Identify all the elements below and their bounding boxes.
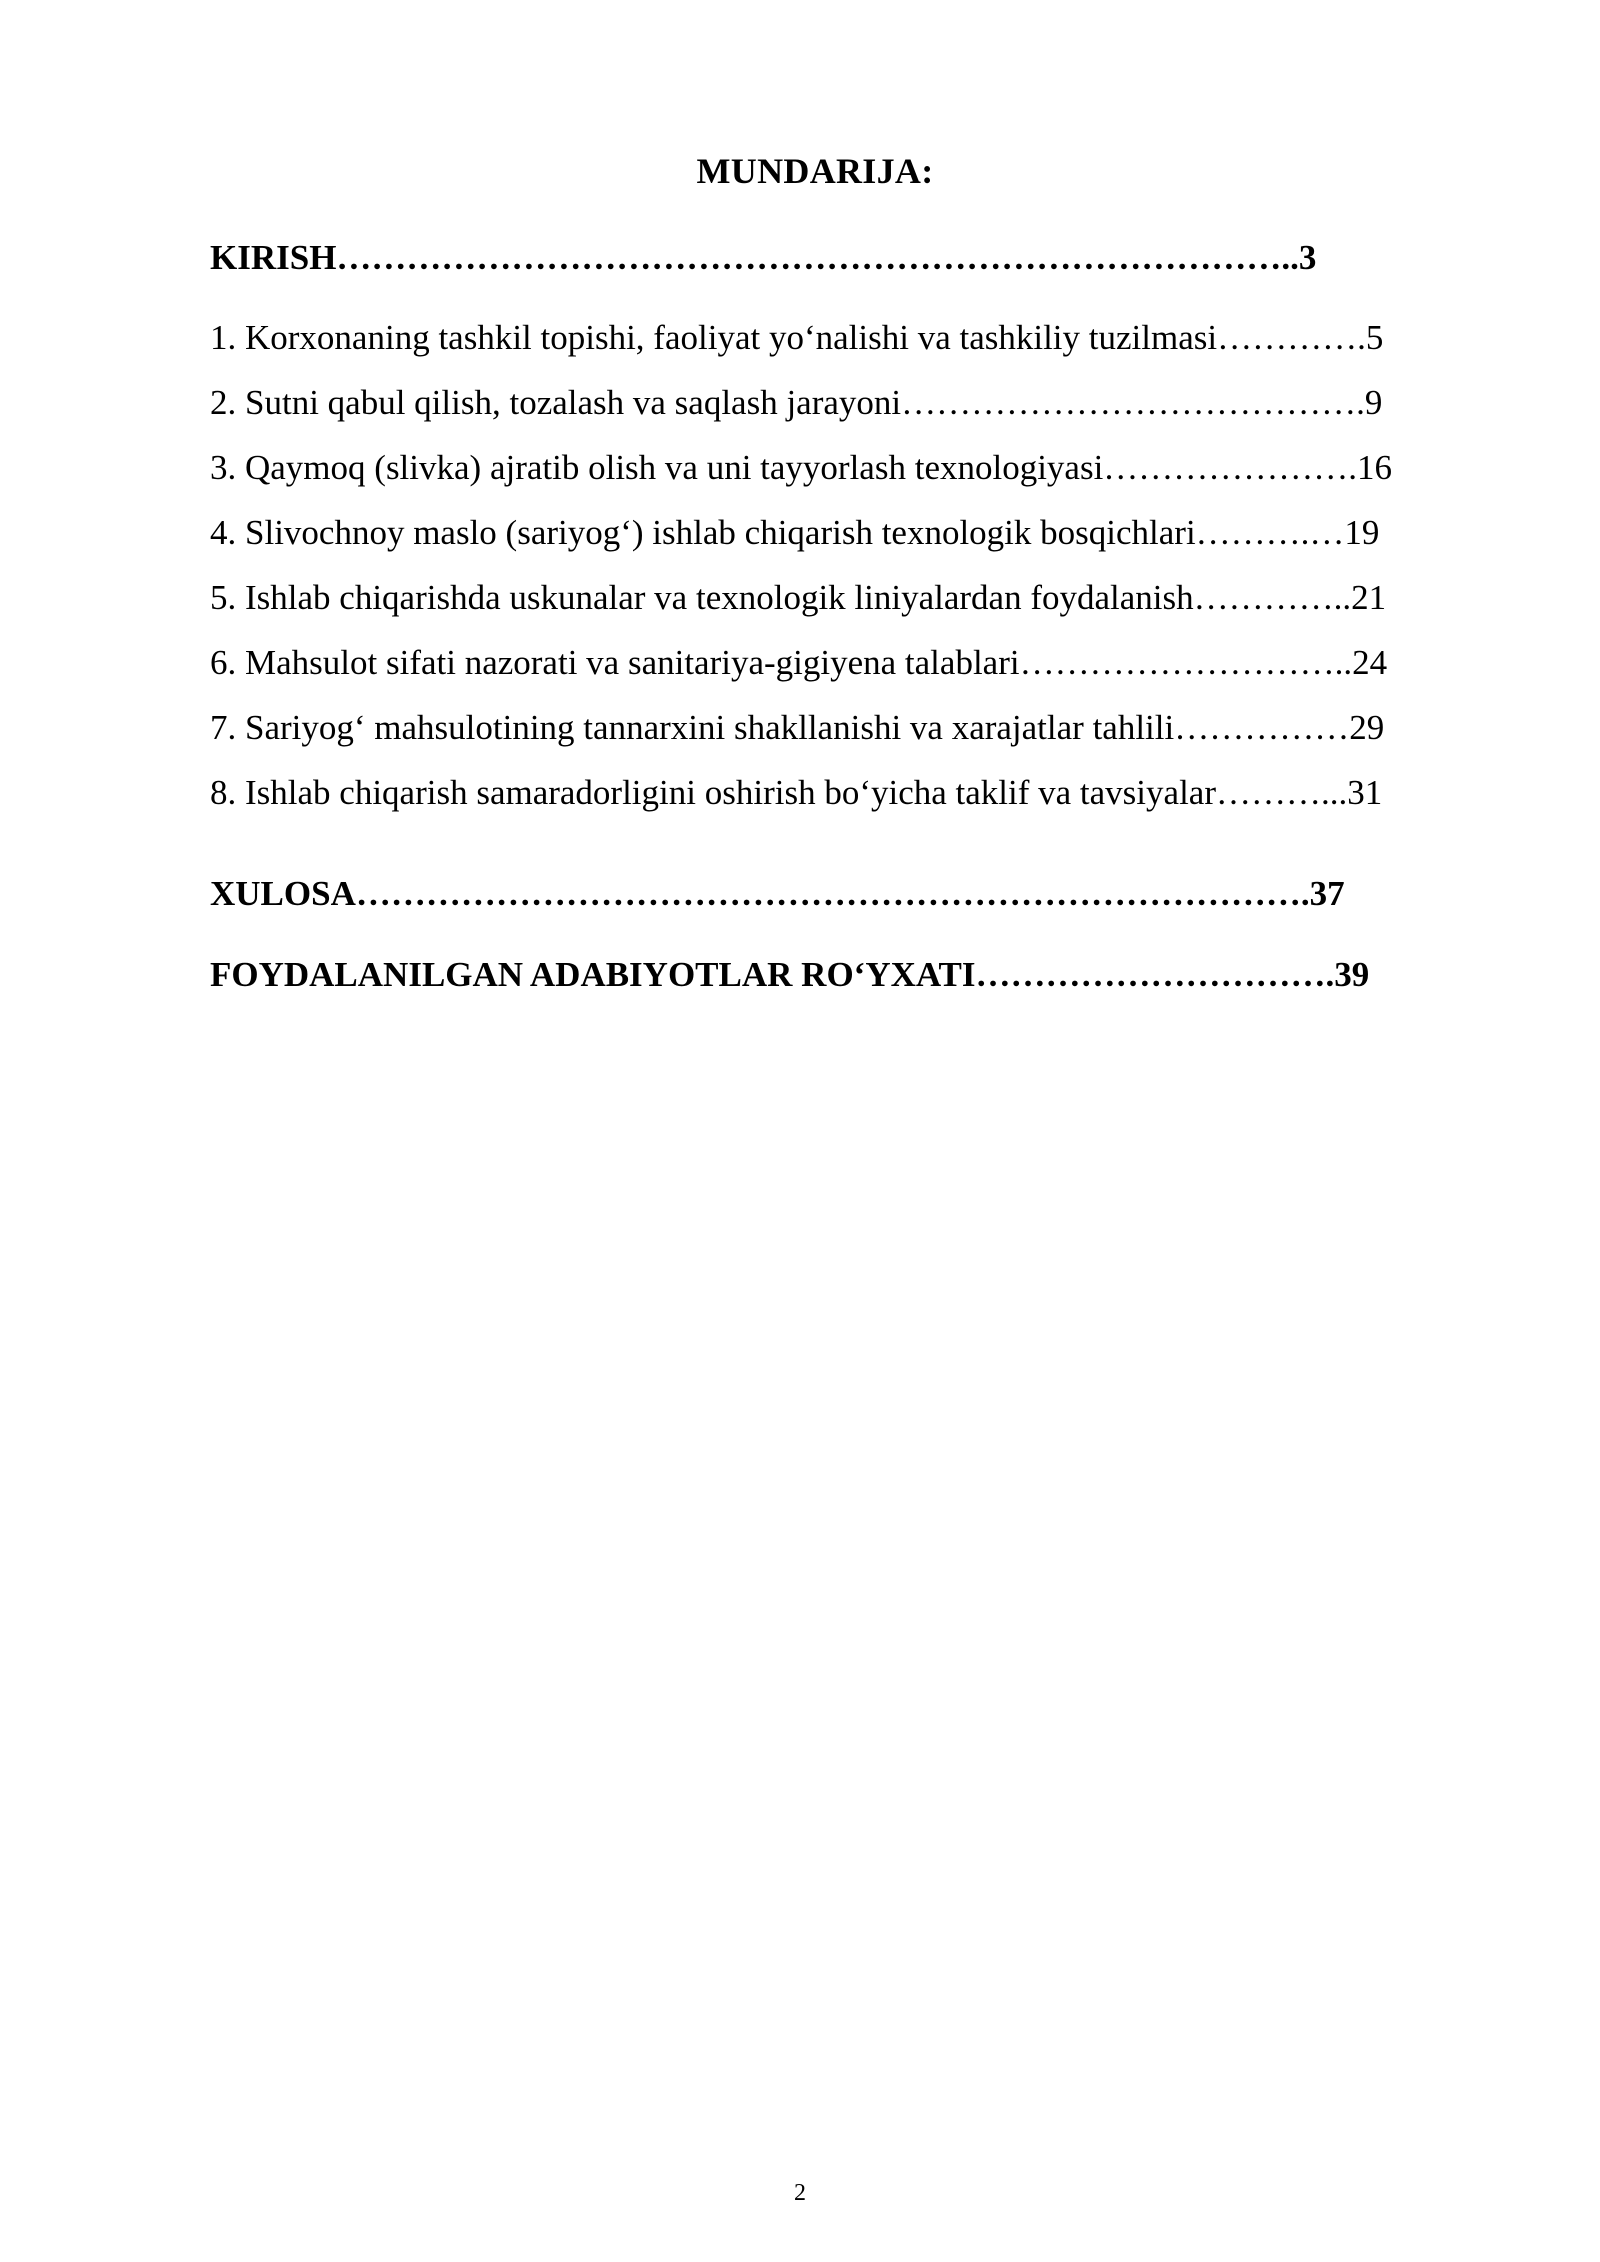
toc-heading: [0, 150, 1600, 192]
toc-entry-introduction: KIRISH………………………………………………………………………..3: [210, 238, 1317, 277]
toc-entry-chapter-3: 3. Qaymoq (slivka) ajratib olish va uni tayyorlash texnologiyasi………………….16: [210, 448, 1393, 487]
toc-entry-chapter-8: 8. Ishlab chiqarish samaradorligini oshirish bo‘yicha taklif va tavsiyalar………...31: [210, 773, 1383, 812]
toc-entry-chapter-2: 2. Sutni qabul qilish, tozalash va saqlash jarayoni………………………………….9: [210, 383, 1383, 422]
toc-entry-chapter-5: 5. Ishlab chiqarishda uskunalar va texnologik liniyalardan foydalanish…………..21: [210, 578, 1387, 617]
toc-entry-references: FOYDALANILGAN ADABIYOTLAR RO‘YXATI………………………….39: [210, 955, 1370, 994]
page-number: 2: [794, 2180, 806, 2206]
toc-entry-chapter-6: 6. Mahsulot sifati nazorati va sanitariya-gigiyena talablari………………………..24: [210, 643, 1388, 682]
toc-entry-conclusion: XULOSA……………………………………………………………………….37: [210, 874, 1345, 913]
toc-heading-text: MUNDARIJA:: [696, 151, 934, 191]
toc-entry-chapter-4: 4. Slivochnoy maslo (sariyog‘) ishlab chiqarish texnologik bosqichlari……….…19: [210, 513, 1380, 552]
toc-entry-chapter-1: 1. Korxonaning tashkil topishi, faoliyat yo‘nalishi va tashkiliy tuzilmasi………….5: [210, 318, 1384, 357]
toc-entry-chapter-7: 7. Sariyog‘ mahsulotining tannarxini shakllanishi va xarajatlar tahlili……………29: [210, 708, 1385, 747]
